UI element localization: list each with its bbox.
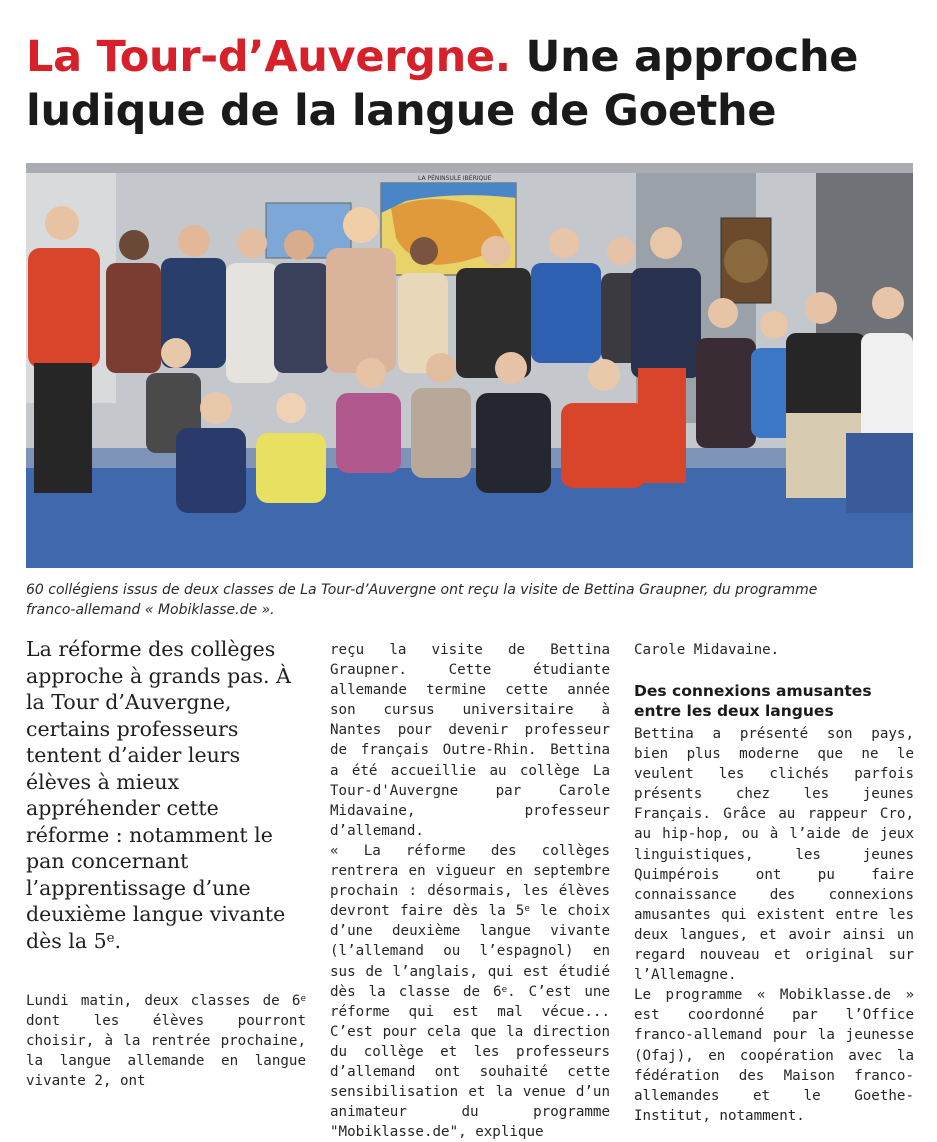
body-column-1 — [26, 991, 306, 1091]
lead-text: La réforme des collèges approche à grands pas. À la Tour d’Auvergne, certains professeurs tentent d’aider leurs élèves à mieux appréhender cette réforme : notamment le pan concernant l’apprentissage d’une deuxième langue vivante dès la 5 — [26, 637, 291, 953]
class-photo — [26, 163, 913, 568]
caption-line-2: franco-allemand « Mobiklasse.de ». — [26, 602, 275, 618]
subhead-wrap — [634, 681, 914, 721]
headline-place: La Tour-d’Auvergne. — [26, 32, 511, 82]
map-label: LA PÉNINSULE IBÉRIQUE — [418, 175, 492, 182]
col2-sup-2: e — [501, 983, 508, 995]
col1-text-a: Lundi matin, deux classes de 6 — [26, 993, 301, 1009]
col1-text-b: dont les élèves pourront choisir, à la rentrée prochaine, la langue allemande en langue vivante 2, ont — [26, 1013, 306, 1090]
photo-caption — [26, 580, 906, 620]
col3-paragraph-1: Bettina a présenté son pays, bien plus moderne que ne le veulent les clichés parfois présents chez les jeunes Français. Grâce au rappeur Cro, au hip-hop, ou à l’aide de jeux linguistiques, les jeunes Quimpérois ont pu faire connaissance des connexions amusantes qui existent entre les deux langues, et avoir ainsi un regard nouveau et original sur l’Allemagne. — [634, 726, 914, 984]
col3-paragraph-2: Le programme « Mobiklasse.de » est coordonné par l’Office franco-allemand pour la jeunesse (Ofaj), en coopération avec la fédération des Maison franco-allemandes et le Goethe-Institut, notamment. — [634, 987, 914, 1124]
col2-sup-1: e — [524, 903, 530, 915]
lead-end: . — [114, 928, 122, 953]
subheading: Des connexions amusantes entre les deux langues — [634, 682, 872, 720]
class-photo-illustration — [26, 163, 913, 568]
col2-paragraph-2 — [330, 841, 610, 1142]
headline-title: Une approche ludique de la langue de Goethe — [26, 32, 859, 136]
col2-p2-c: . C’est une réforme qui est mal vécue... C’est pour cela que la direction du collège et les professeurs d’allemand ont souhaité cette sensibilisation et la venue d’un animateur du programme "Mobiklasse.de", explique — [330, 983, 610, 1141]
headline — [26, 30, 916, 138]
col2-p2-b: le choix d’une deuxième langue vivante (l’allemand ou l’espagnol) en sus de l’anglais, qui est étudié dès la classe de 6 — [330, 903, 610, 1000]
col2-p2-a: « La réforme des collèges rentrera en vigueur en septembre prochain : désormais, les élèves devront faire dès la 5 — [330, 842, 610, 920]
col2-paragraph-1: reçu la visite de Bettina Graupner. Cette étudiante allemande termine cette année son cursus universitaire à Nantes pour devenir professeur de français Outre-Rhin. Bettina a été accueillie au collège La Tour-d'Auvergne par Carole Midavaine, professeur d’allemand. — [330, 642, 610, 839]
lead-sup: e — [106, 930, 115, 946]
col3-paragraph-0: Carole Midavaine. — [634, 642, 780, 658]
col1-sup: e — [300, 993, 306, 1004]
lead-paragraph — [26, 636, 301, 954]
body-column-2 — [330, 640, 610, 1142]
caption-line-1: 60 collégiens issus de deux classes de La Tour-d’Auvergne ont reçu la visite de Bettina Graupner, du programme — [26, 582, 818, 598]
body-column-3 — [634, 724, 914, 1126]
